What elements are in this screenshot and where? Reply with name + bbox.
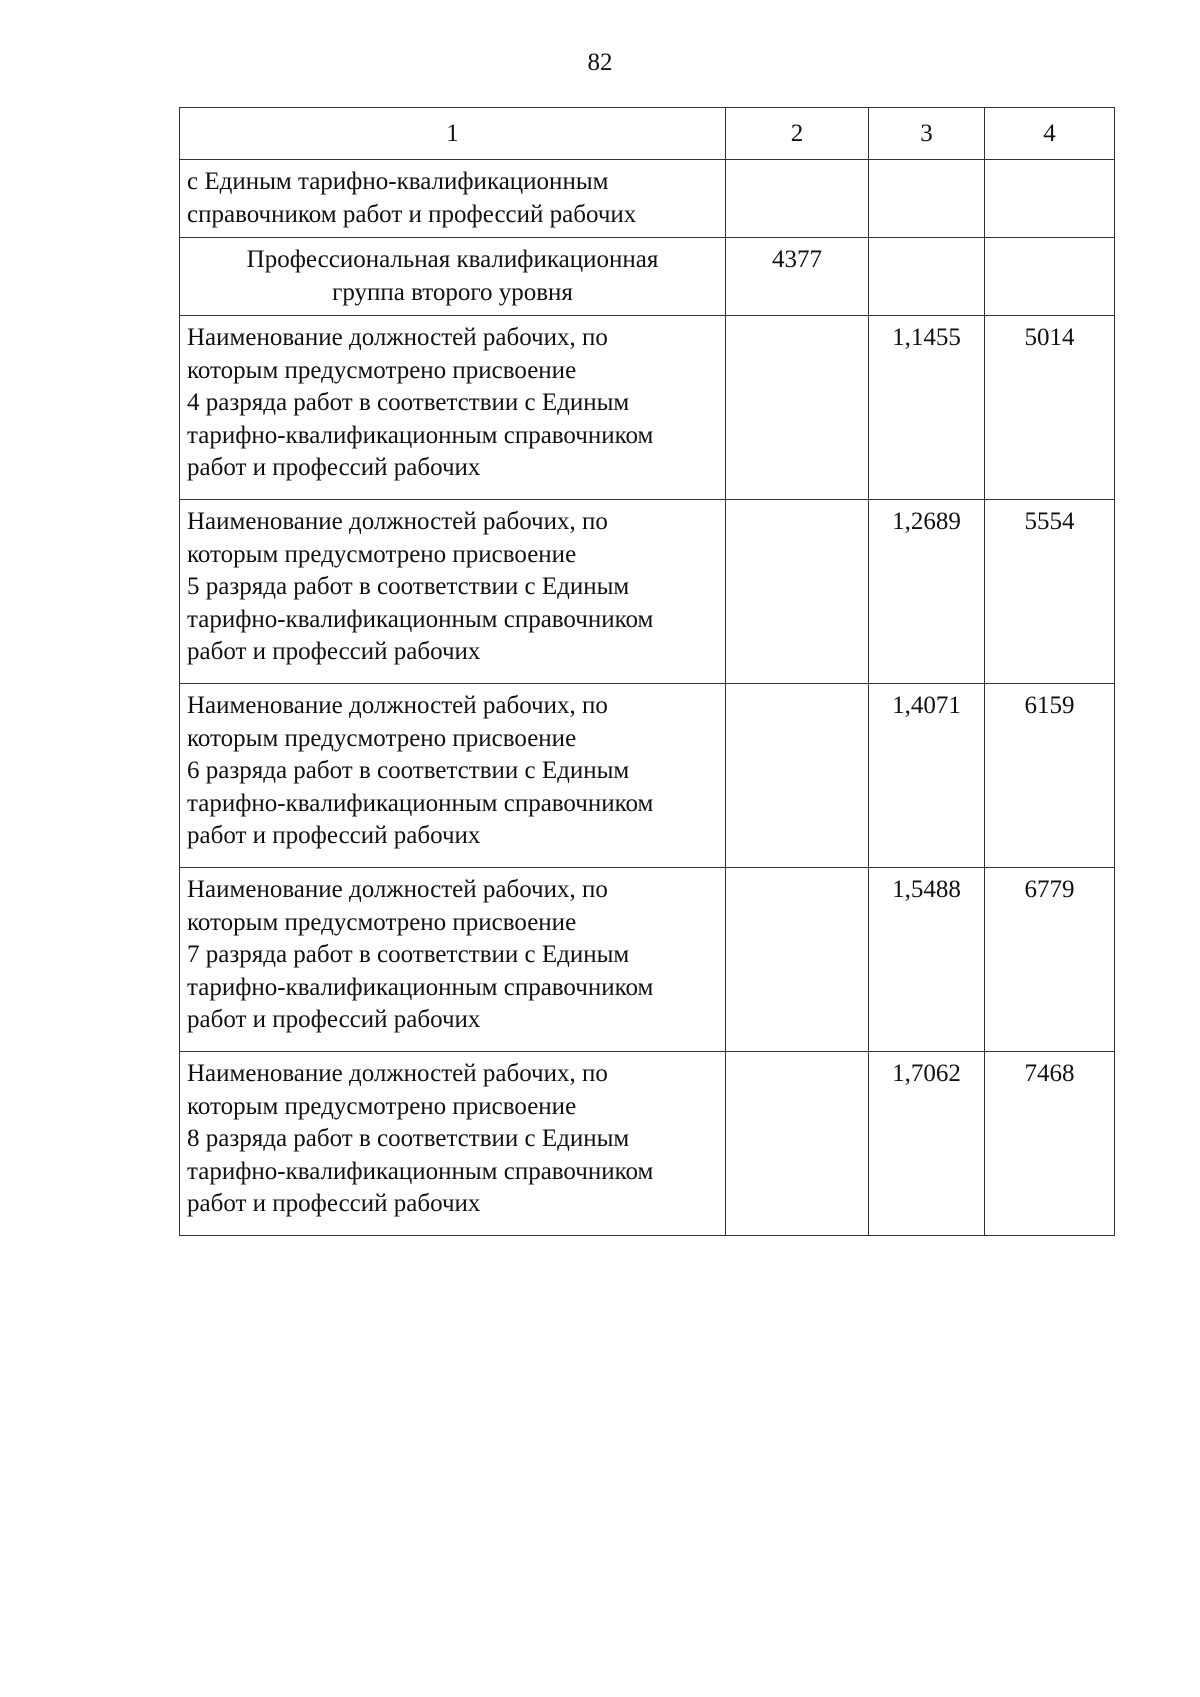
base-salary-cell: [726, 684, 869, 868]
salary-cell: 5014: [985, 316, 1115, 500]
base-salary-cell: [726, 868, 869, 1052]
table-row: [180, 238, 1115, 316]
page-number: 82: [587, 49, 613, 76]
position-name-cell: [180, 316, 726, 500]
salary-cell: 6159: [985, 684, 1115, 868]
table-row: [180, 868, 1115, 1052]
position-name-cell: [180, 160, 726, 238]
position-name-text: Наименование должностей рабочих, по которым предусмотрено присвоение 4 разряда работ в соответствии с Единым тарифно-квалификационным справочником работ и профессий рабочих: [187, 324, 654, 481]
base-salary-cell: 4377: [726, 238, 869, 316]
position-name-text: Наименование должностей рабочих, по которым предусмотрено присвоение 5 разряда работ в соответствии с Единым тарифно-квалификационным справочником работ и профессий рабочих: [187, 508, 654, 665]
table-row: [180, 684, 1115, 868]
base-salary-cell: [726, 500, 869, 684]
table-row: [180, 160, 1115, 238]
salary-cell: 7468: [985, 1052, 1115, 1236]
salary-cell: 5554: [985, 500, 1115, 684]
table-row: [180, 1052, 1115, 1236]
table-row: [180, 500, 1115, 684]
header-cell-col4: 4: [985, 108, 1115, 160]
position-name-text: Наименование должностей рабочих, по которым предусмотрено присвоение 7 разряда работ в соответствии с Единым тарифно-квалификационным справочником работ и профессий рабочих: [187, 876, 654, 1033]
base-salary-cell: [726, 316, 869, 500]
table-body: [180, 108, 1115, 1236]
base-salary-cell: [726, 160, 869, 238]
tariff-table: [179, 107, 1115, 1236]
header-cell-col3: 3: [869, 108, 985, 160]
table-row: [180, 316, 1115, 500]
position-name-cell: [180, 238, 726, 316]
coefficient-cell: 1,2689: [869, 500, 985, 684]
position-name-text: Профессиональная квалификационная группа второго уровня: [246, 246, 659, 306]
coefficient-cell: 1,5488: [869, 868, 985, 1052]
coefficient-cell: 1,4071: [869, 684, 985, 868]
header-cell-col1: 1: [180, 108, 726, 160]
position-name-text: с Единым тарифно-квалификационным справочником работ и профессий рабочих: [187, 168, 637, 228]
base-salary-cell: [726, 1052, 869, 1236]
salary-cell: [985, 160, 1115, 238]
position-name-cell: [180, 1052, 726, 1236]
coefficient-cell: 1,1455: [869, 316, 985, 500]
position-name-cell: [180, 868, 726, 1052]
position-name-text: Наименование должностей рабочих, по которым предусмотрено присвоение 8 разряда работ в соответствии с Единым тарифно-квалификационным справочником работ и профессий рабочих: [187, 1060, 654, 1217]
coefficient-cell: [869, 160, 985, 238]
coefficient-cell: [869, 238, 985, 316]
salary-cell: [985, 238, 1115, 316]
table-header-row: [180, 108, 1115, 160]
position-name-cell: [180, 500, 726, 684]
header-cell-col2: 2: [726, 108, 869, 160]
coefficient-cell: 1,7062: [869, 1052, 985, 1236]
position-name-text: Наименование должностей рабочих, по которым предусмотрено присвоение 6 разряда работ в соответствии с Единым тарифно-квалификационным справочником работ и профессий рабочих: [187, 692, 654, 849]
position-name-cell: [180, 684, 726, 868]
salary-cell: 6779: [985, 868, 1115, 1052]
